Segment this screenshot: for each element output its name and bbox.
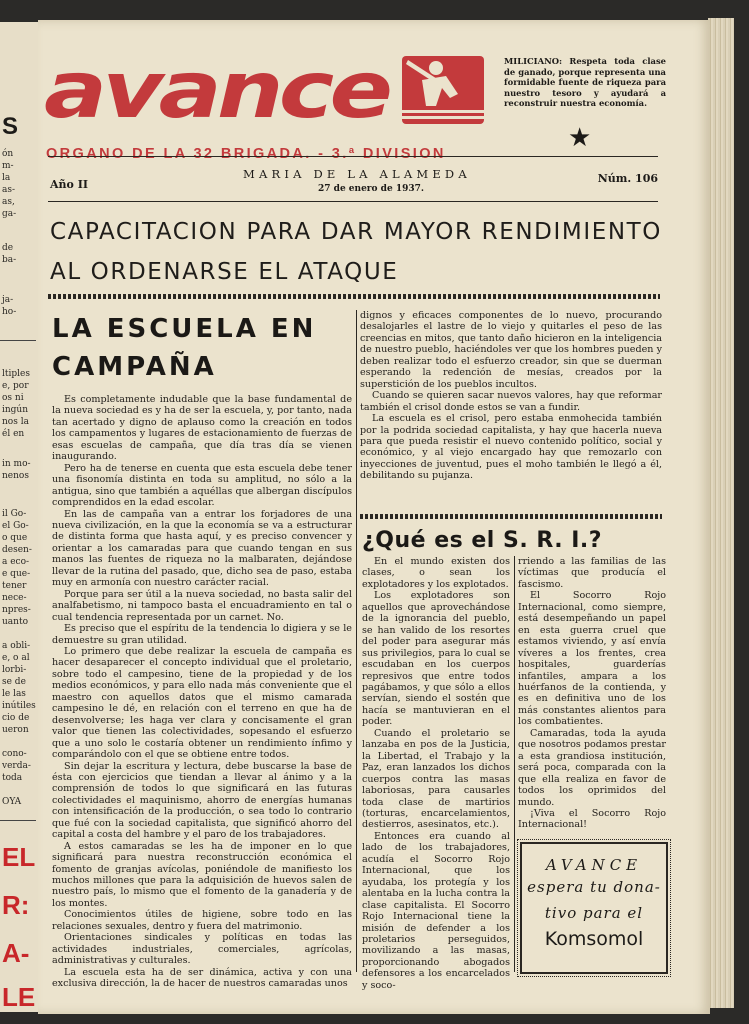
article-paragraph: En las de campaña van a entrar los forjadores de una nueva civilización, en la que la economía se va a estructurar de distinta forma que hasta aquí, y es preciso convencer y orientar a los camaradas para que cuando tengan en sus manos las fuentes de riqueza no la malbaraten, dejándose llevar de la rutina del pasado, que, dicho sea de paso, estaba muy en armonía con nuestro carácter racial. <box>52 508 352 589</box>
prev-fragment: el Go- <box>2 521 29 531</box>
article-divider <box>360 514 662 519</box>
prev-fragment: as- <box>2 185 16 195</box>
organ-subtitle: ORGANO DE LA 32 BRIGADA. - 3.ª DIVISION <box>46 146 446 162</box>
prev-fragment: npres- <box>2 605 31 615</box>
prev-fragment: o que <box>2 533 28 543</box>
masthead-logo: avance <box>44 46 389 136</box>
issue-date: 27 de enero de 1937. <box>318 184 425 194</box>
ad-line: AVANCE <box>545 856 643 874</box>
prev-fragment: S <box>2 113 19 140</box>
prev-rule <box>0 820 36 821</box>
prev-fragment: nenos <box>2 471 29 481</box>
prev-fragment: inútiles <box>2 701 36 711</box>
prev-fragment: ón <box>2 149 14 159</box>
prev-fragment-red: EL <box>2 842 36 872</box>
komsomol-ad-box <box>520 842 668 974</box>
article-paragraph: Entonces era cuando al lado de los trabajadores, acudía el Socorro Rojo Internacional, que los ayudaba, los protegía y los alentaba en la lucha contra la clase capitalista. El Socorro Rojo Internacional tiene la misión de defender a los proletarios perseguidos, movilizando a las masas, proporcionando abogados defensores a los encarcelados y soco- <box>362 830 510 991</box>
prev-fragment: e, o al <box>2 653 30 663</box>
prev-fragment-red: R: <box>2 890 30 920</box>
prev-fragment: OYA <box>2 797 22 807</box>
prev-fragment: as, <box>2 197 15 207</box>
prev-fragment: él en <box>2 429 25 439</box>
article-title-sri: ¿Qué es el S. R. I.? <box>362 528 603 553</box>
article-paragraph: Orientaciones sindicales y políticas en todas las actividades industriales, comerciales, agrícolas, administrativas y culturales. <box>52 932 352 967</box>
headline-divider <box>48 294 660 299</box>
prev-fragment: il Go- <box>2 509 27 519</box>
prev-fragment: tener <box>2 581 27 591</box>
article-escuela-continuation <box>360 310 662 506</box>
prev-fragment: lorbi- <box>2 665 27 675</box>
column-rule <box>514 556 515 972</box>
ad-line: Komsomol <box>544 928 644 950</box>
prev-fragment: ltiples <box>2 369 30 379</box>
article-paragraph: Pero ha de tenerse en cuenta que esta escuela debe tener una fisonomía distinta en toda su amplitud, no sólo a la antigua, sino que también a aquéllas que albergan discípulos comprendidos en la edad escolar. <box>52 462 352 509</box>
prev-fragment: a eco- <box>2 557 30 567</box>
dateline-rule <box>48 201 658 202</box>
article-sri-column-1 <box>362 556 510 991</box>
masthead-motto <box>504 56 666 109</box>
prev-fragment: de <box>2 243 14 253</box>
previous-page-edge <box>0 22 40 1012</box>
article-paragraph: Lo primero que debe realizar la escuela de campaña es hacer desaparecer el concepto individual que el proletario, sobre todo el campesino, tiene de la propiedad y de los medios económicos, y para ello nada más conveniente que el maestro con aquellos datos que el mismo camarada campesino le dé, en relación con el terreno en que ha de desenvolverse; les haga ver clara y concisamente el gran valor que tienen las colectividades, sopesando el esfuerzo que a uno solo le costaría obtener un rendimiento ínfimo y comparándolo con el que se obtiene entre todos. <box>52 645 352 761</box>
prev-fragment: ho- <box>2 307 17 317</box>
prev-fragment: e, por <box>2 381 29 391</box>
prev-fragment-red: A- <box>2 938 30 968</box>
prev-fragment: a obli- <box>2 641 31 651</box>
prev-fragment: cono- <box>2 749 27 759</box>
article-paragraph: Cuando se quieren sacar nuevos valores, hay que reformar también el crisol donde estos se van a fundir. <box>360 390 662 413</box>
prev-fragment: le las <box>2 689 26 699</box>
prev-fragment: ba- <box>2 255 17 265</box>
article-paragraph: Camaradas, toda la ayuda que nosotros podamos prestar a esta grandiosa institución, será poca, comparada con la que ella realiza en favor de todos los oprimidos del mundo. <box>518 727 667 808</box>
issue-place: MARIA DE LA ALAMEDA <box>243 167 471 181</box>
ad-line: tivo para el <box>544 904 644 922</box>
prev-fragment: ja- <box>2 295 14 305</box>
article-paragraph: El Socorro Rojo Internacional, como siempre, está desempeñando un papel en esta guerra cruel que estamos viviendo, y así envía víveres a los frentes, crea hospitales, guarderías infantiles, ampara a los huérfanos de la contienda, y es en definitiva uno de los más constantes alientos para los combatientes. <box>518 590 666 728</box>
dateline <box>48 166 658 206</box>
prev-fragment: ga- <box>2 209 17 219</box>
prev-fragment: os ni <box>2 393 24 403</box>
article-paragraph: Es completamente indudable que la base fundamental de la nueva sociedad es y ha de ser la escuela, y, por tanto, nada tan acertado y digno de aplauso como la creación en todos los campamentos y lugares de estacionamiento de fuerzas de esas escuelas de campaña, que día tras día se vienen inaugurando. <box>52 394 352 463</box>
article-paragraph: Cuando el proletario se lanzaba en pos de la Justicia, la Libertad, el Trabajo y la Paz, eran lanzados los dichos cuerpos contra las masas laboriosas, para causarles toda clase de martirios (torturas, encarcelamientos, destierros, asesinatos, etc.). <box>362 727 510 831</box>
prev-fragment: nos la <box>2 417 29 427</box>
article-paragraph: La escuela es el crisol, pero estaba enmohecida también por la podrida sociedad capitalista, y hay que hacerla nueva para que pueda resistir el nuevo contenido político, social y económico, y al viejo encargado hay que remozarlo con inyecciones de juventud, pues el moho también le llegó a él, debilitando su pujanza. <box>360 413 662 482</box>
prev-fragment-red: LE <box>2 982 36 1012</box>
soldier-figure-icon <box>402 46 486 126</box>
prev-fragment: in mo- <box>2 459 31 469</box>
newspaper-page <box>38 20 710 1014</box>
article-paragraph: Es preciso que el espíritu de la tendencia lo digiera y se le demuestre su gran utilidad. <box>52 623 352 646</box>
article-paragraph: La escuela esta ha de ser dinámica, activa y con una exclusiva dirección, la de hacer de nuestros camaradas unos <box>52 966 352 990</box>
prev-fragment: cio de <box>2 713 30 723</box>
prev-fragment: ingún <box>2 405 29 415</box>
prev-fragment: e que- <box>2 569 31 579</box>
prev-fragment: desen- <box>2 545 32 555</box>
prev-fragment: se de <box>2 677 26 687</box>
column-rule <box>356 310 357 972</box>
prev-fragment: la <box>2 173 11 183</box>
prev-fragment: nece- <box>2 593 27 603</box>
ad-line: espera tu dona- <box>527 878 661 896</box>
article-sri-column-2 <box>518 556 666 836</box>
star-icon: ★ <box>568 123 592 153</box>
masthead <box>42 42 482 162</box>
article-paragraph: ¡Viva el Socorro Rojo Internacional! <box>518 807 666 831</box>
article-paragraph: dignos y eficaces componentes de lo nuevo, procurando desalojarles el lastre de lo viejo y quitarles el peso de las creencias en mitos, que tanto daño hicieron en la inteligencia de nuestro pueblo, haciéndoles ver que los hombres pueden y deben realizar todo el esfuerzo creador, sin que se duerman esperando la redención de mesías, creados por la superstición de los pueblos incultos. <box>360 310 662 390</box>
prev-fragment: ueron <box>2 725 29 735</box>
article-escuela-column <box>52 394 352 990</box>
prev-fragment: m- <box>2 161 14 171</box>
prev-rule <box>0 340 36 341</box>
article-title-escuela: LA ESCUELA EN CAMPAÑA <box>52 314 317 382</box>
motto-text: Respeta toda clase de ganado, porque representa una formidable fuente de riqueza para nuestro tesoro y ayudará a reconstruir nuestra economía. <box>504 56 666 109</box>
article-paragraph: Sin dejar la escritura y lectura, debe buscarse la base de ésta con ejercicios que tiendan a llevar al ánimo y a la comprensión de todos lo que significará en las futuras colectividades el maquinismo, ahorro de energías humanas con intensificación de la producción, o sea todo lo contrario que fué con la sociedad capitalista, que significó ahorro del capital a costa del hambre y el paro de los trabajadores. <box>52 760 352 841</box>
prev-fragment: verda- <box>2 761 31 771</box>
issue-number: Núm. 106 <box>597 172 658 185</box>
main-headline: CAPACITACION PARA DAR MAYOR RENDIMIENTO AL ORDENARSE EL ATAQUE <box>50 219 662 285</box>
article-paragraph: Los explotadores son aquellos que aprovechándose de la ignorancia del pueblo, se han valido de los resortes del poder para asegurar más sus privilegios, para lo cual se escudaban en los cuerpos represivos que entre todos pagábamos, y que sólo a ellos servían, siendo el sostén que hacía se mantuvieran en el poder. <box>362 590 510 728</box>
article-paragraph: rriendo a las familias de las víctimas que producía el fascismo. <box>518 556 666 590</box>
motto-lead: MILICIANO: <box>504 56 563 66</box>
article-paragraph: Porque para ser útil a la nueva sociedad, no basta salir del analfabetismo, ni tampoco basta el encuadramiento en tal o cual tendencia representada por un carnet. No. <box>52 588 352 623</box>
prev-fragment: toda <box>2 773 23 783</box>
page-stack-edge <box>708 18 734 1008</box>
article-paragraph: Conocimientos útiles de higiene, sobre todo en las relaciones sexuales, dentro y fuera del matrimonio. <box>52 909 352 932</box>
volume-year: Año II <box>50 178 88 191</box>
masthead-rule <box>48 156 658 157</box>
prev-fragment: uanto <box>2 617 28 627</box>
article-paragraph: A estos camaradas se les ha de imponer en lo que significará para nuestra reconstrucción económica el fomento de granjas avícolas, poniéndole de manifiesto los muchos millones que para la adquisición de huevos salen de nuestro país, lo mismo que el fomento de la ganadería y de los montes. <box>52 840 352 909</box>
article-paragraph: En el mundo existen dos clases, o sean los explotadores y los explotados. <box>362 556 510 590</box>
